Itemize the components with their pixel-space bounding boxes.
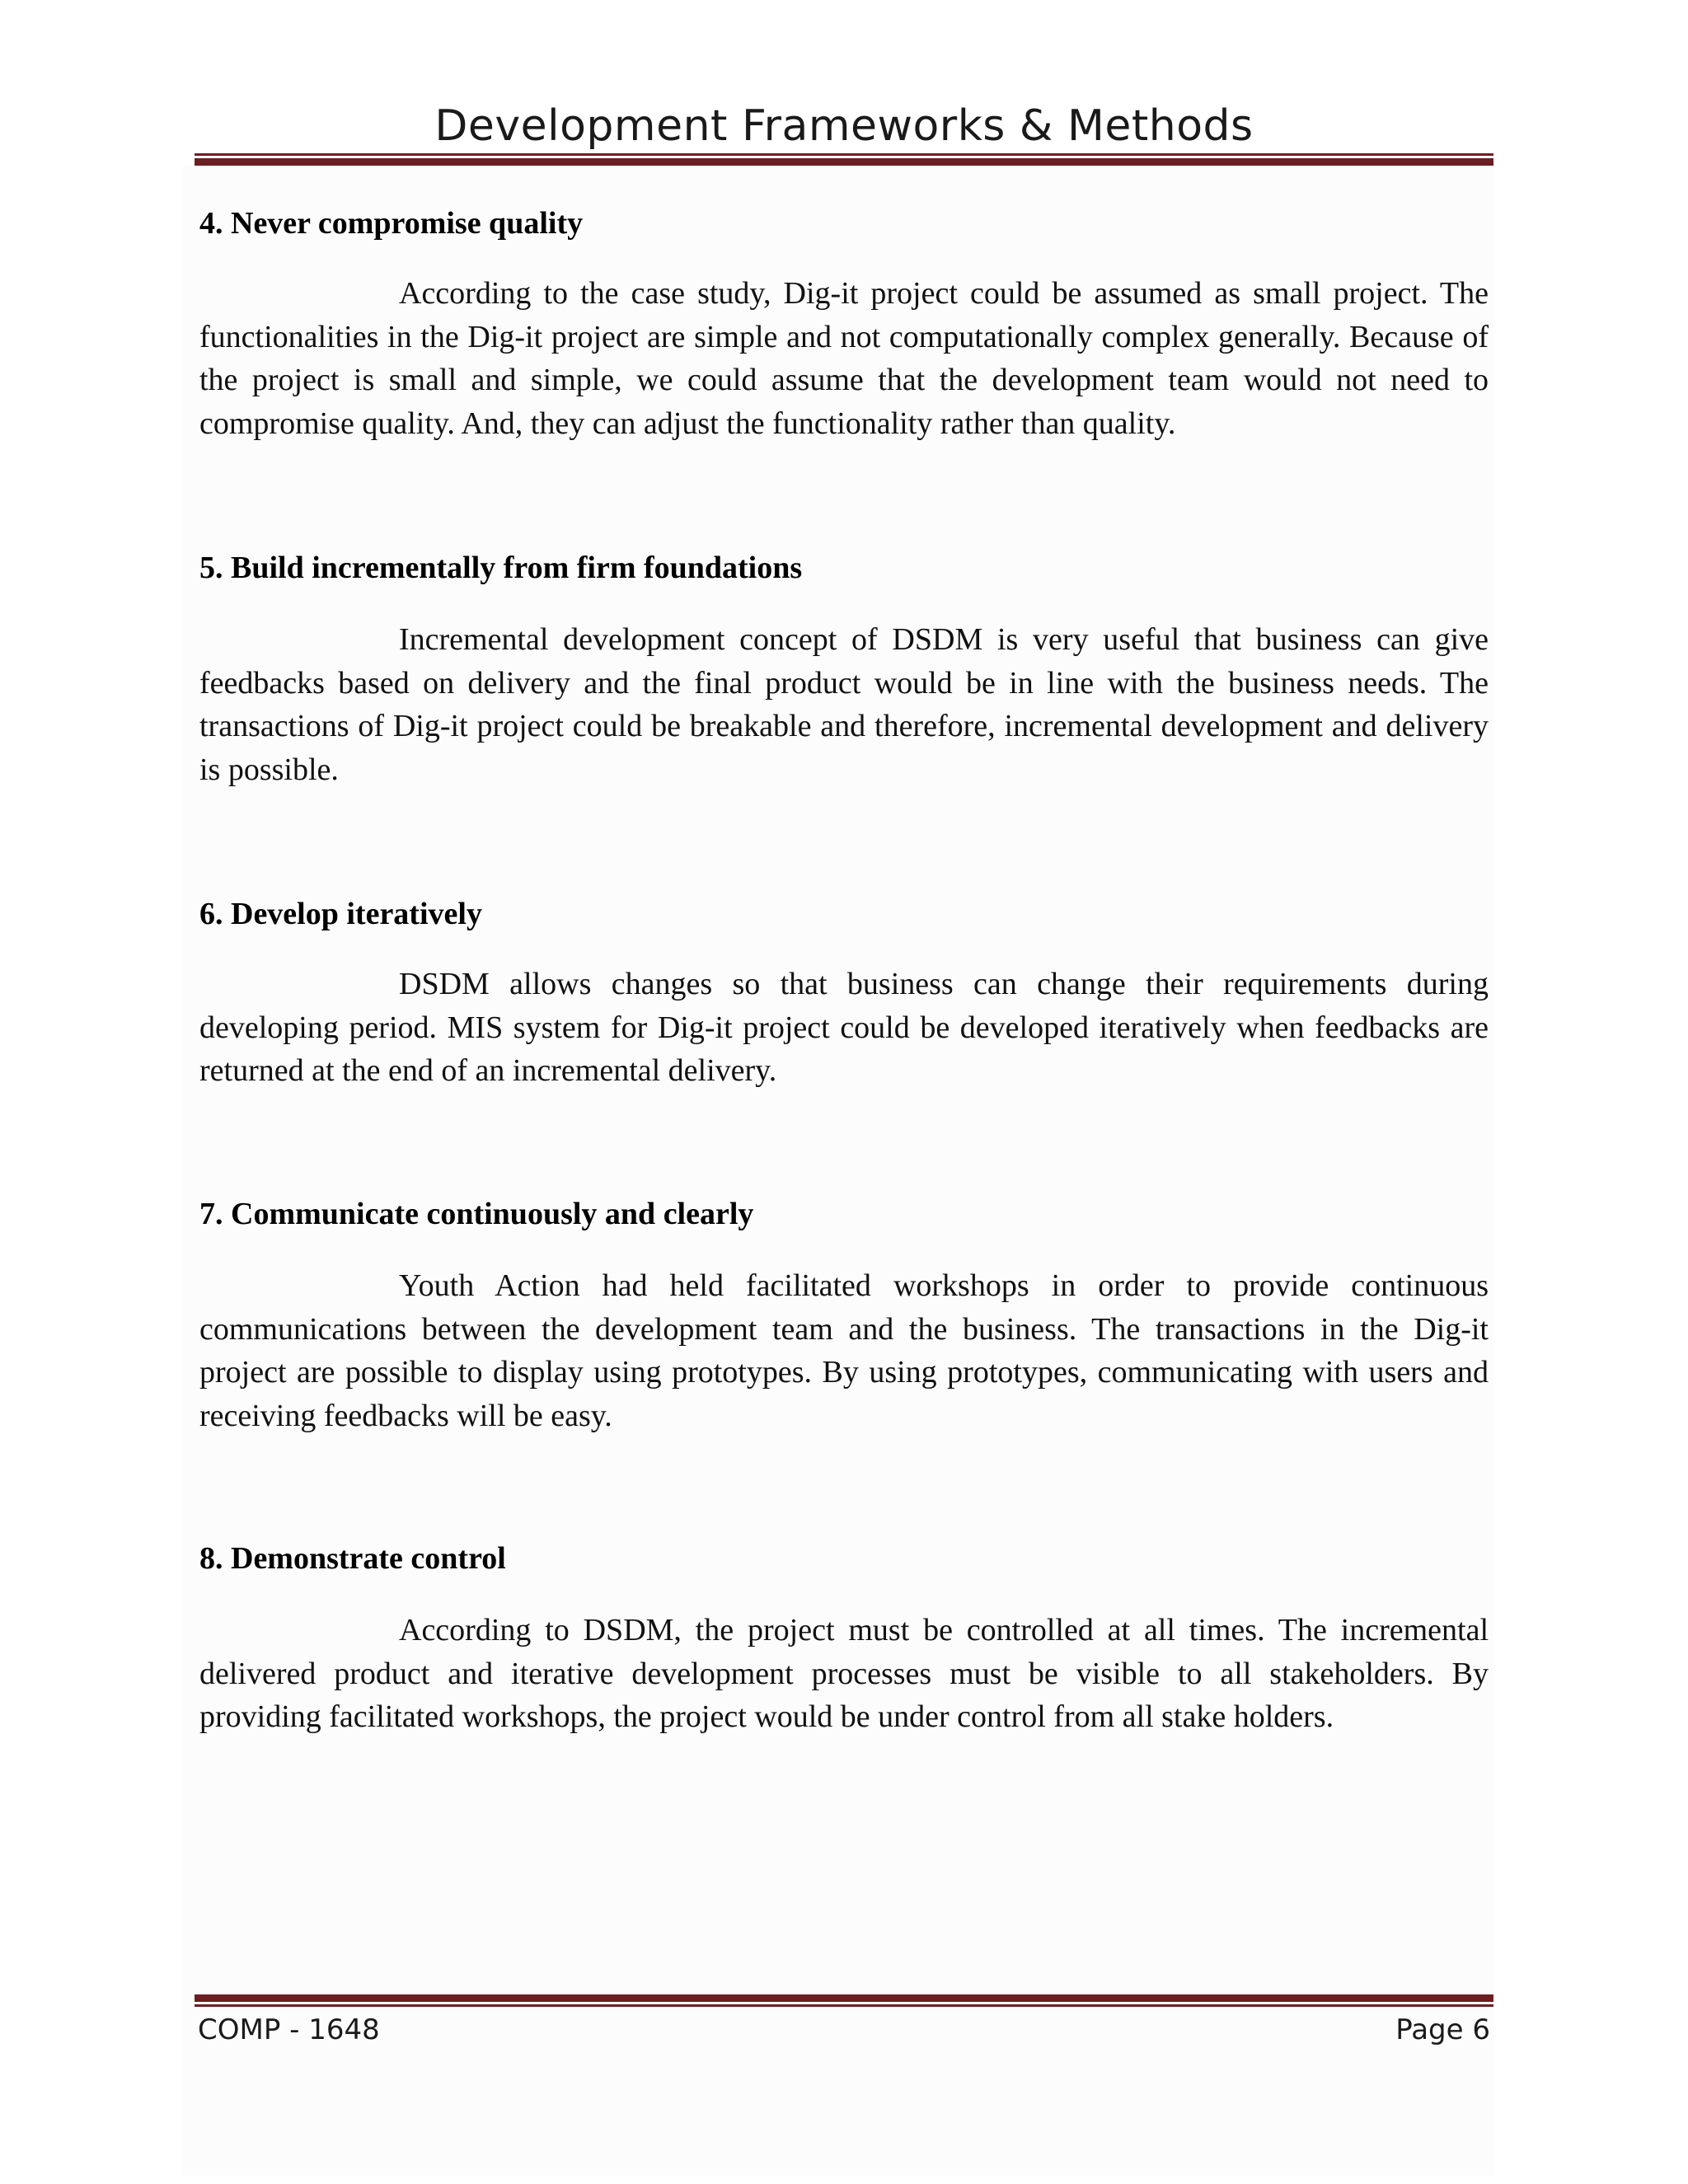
section-heading-8: 8. Demonstrate control [199,1541,506,1576]
footer-rule-thick [195,1994,1493,2002]
page-header-title: Development Frameworks & Methods [434,101,1254,151]
footer-course-code: COMP - 1648 [198,2013,380,2046]
section-heading-4: 4. Never compromise quality [199,206,584,241]
section-body-4: According to the case study, Dig-it project could be assumed as small project. The functionalities in the Dig-it project are simple and not computationally complex generally. Because of the project is small and simple, we could assume that the development team would not need to compromise quality. And, they can adjust the functionality rather than quality. [199,276,1489,441]
footer-page-number: Page 6 [1395,2013,1490,2046]
section-heading-6: 6. Develop iteratively [199,897,482,931]
section-body-7: Youth Action had held facilitated workshops in order to provide continuous communications between the development team and the business. The transactions in the Dig-it project are possible to display using prototypes. By using prototypes, communicating with users and receiving feedbacks will be easy. [199,1268,1489,1433]
section-heading-7: 7. Communicate continuously and clearly [199,1197,754,1231]
section-body-6: DSDM allows changes so that business can change their requirements during developing period. MIS system for Dig-it project could be developed iteratively when feedbacks are returned at the end of an incremental delivery. [199,967,1489,1088]
footer-rule-thin [195,2004,1493,2007]
section-heading-5: 5. Build incrementally from firm foundations [199,551,803,585]
header-rule-thick [195,158,1493,166]
section-body-5: Incremental development concept of DSDM is very useful that business can give feedbacks based on delivery and the final product would be in line with the business needs. The transactions of Dig-it project could be breakable and therefore, incremental development and delivery is possible. [199,622,1489,787]
header-rule-thin [195,153,1493,156]
section-body-8: According to DSDM, the project must be controlled at all times. The incremental delivered product and iterative development processes must be visible to all stakeholders. By providing facilitated workshops, the project would be under control from all stake holders. [199,1613,1489,1734]
page-background [183,165,1493,2176]
